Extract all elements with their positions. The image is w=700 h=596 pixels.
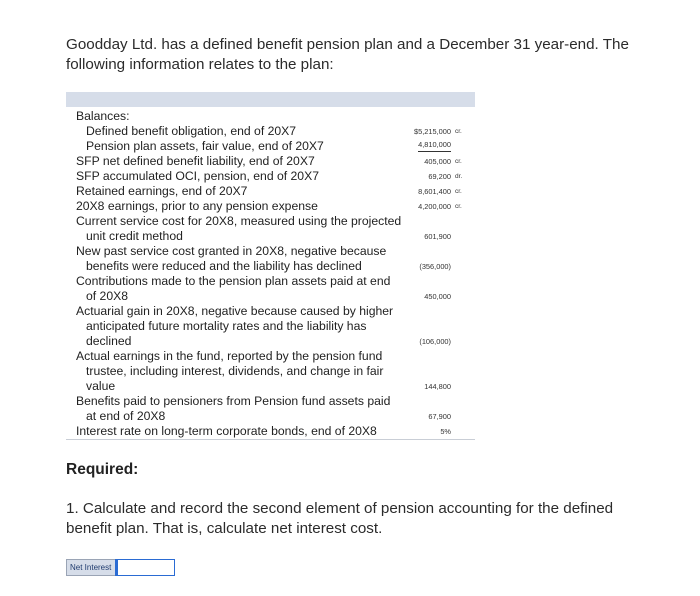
row-value [418,202,475,212]
row-dr-cr: cr. [455,158,462,165]
row-value [414,127,475,137]
row-label [66,394,406,424]
table-row [66,124,475,139]
row-label [66,244,406,274]
row-value [419,337,475,347]
row-label-line: SFP accumulated OCI, pension, end of 20X7 [76,169,319,183]
row-dr-cr: cr. [455,203,462,210]
row-amount: 144,800 [424,382,451,391]
row-label [66,199,406,214]
row-value [424,157,475,167]
row-value [418,187,475,197]
table-row [66,349,475,394]
row-value [428,412,475,422]
balances-table [66,92,475,440]
row-value [424,292,475,302]
row-label-line: at end of 20X8 [86,409,166,423]
answer-row [66,559,175,576]
row-amount: 405,000 [424,157,451,166]
table-row [66,424,475,440]
row-label [66,139,416,154]
table-row [66,199,475,214]
row-value [424,382,475,392]
row-label-line: 20X8 earnings, prior to any pension expense [76,199,318,213]
row-amount: 601,900 [424,232,451,241]
row-dr-cr: cr. [455,188,462,195]
row-amount: 4,810,000 [418,140,451,152]
table-row [66,304,475,349]
row-amount: 8,601,400 [418,187,451,196]
row-value [418,140,475,152]
table-rows [66,107,475,440]
row-amount: 5% [440,427,451,436]
row-amount: (356,000) [419,262,451,271]
row-amount: 4,200,000 [418,202,451,211]
row-label-line: value [86,379,116,393]
row-label-line: of 20X8 [86,289,129,303]
row-dr-cr: dr. [455,173,463,180]
row-label-line: Actuarial gain in 20X8, negative because caused by higher [76,304,394,318]
row-amount: 69,200 [428,172,451,181]
table-header-bar [66,92,475,107]
row-label-line: Interest rate on long-term corporate bonds, end of 20X8 [76,424,377,438]
question-text: 1. Calculate and record the second element of pension accounting for the defined benefit plan. That is, calculate net interest cost. [66,500,614,537]
row-value [440,427,475,437]
row-label-line: declined [86,334,132,348]
row-label-line: Pension plan assets, fair value, end of 20X7 [86,139,324,153]
row-label [66,169,406,184]
row-label-line: Benefits paid to pensioners from Pension fund assets paid [76,394,391,408]
row-label-line: Retained earnings, end of 20X7 [76,184,248,198]
row-value [428,172,475,182]
table-row [66,394,475,424]
row-label-line: SFP net defined benefit liability, end of 20X7 [76,154,315,168]
table-heading-row [66,109,475,124]
row-label-line: Contributions made to the pension plan assets paid at end [76,274,391,288]
row-label [66,424,406,439]
table-row [66,184,475,199]
table-row [66,274,475,304]
problem-intro: Goodday Ltd. has a defined benefit pension plan and a December 31 year-end. The following information relates to the plan: [66,36,629,73]
row-label [66,184,406,199]
row-label [66,124,414,139]
row-label-line: Defined benefit obligation, end of 20X7 [86,124,297,138]
row-label [66,214,406,244]
row-label-line: anticipated future mortality rates and the liability has [86,319,367,333]
row-value [419,262,475,272]
table-row [66,169,475,184]
row-label [66,349,406,394]
row-amount: $5,215,000 [414,127,451,136]
row-label [66,304,406,349]
net-interest-input[interactable] [115,559,175,576]
table-row [66,244,475,274]
row-label-line: Current service cost for 20X8, measured using the projected [76,214,402,228]
row-label-line: trustee, including interest, dividends, and change in fair [86,364,384,378]
row-value [424,232,475,242]
table-heading: Balances: [76,109,130,123]
row-amount: (106,000) [419,337,451,346]
row-label-line: benefits were reduced and the liability has declined [86,259,362,273]
required-heading: Required: [66,461,139,478]
row-amount: 67,900 [428,412,451,421]
row-label [66,274,406,304]
row-amount: 450,000 [424,292,451,301]
row-label [66,154,406,169]
table-row [66,214,475,244]
net-interest-label: Net Interest [66,559,115,576]
row-dr-cr: cr. [455,128,462,135]
table-row [66,139,475,154]
table-row [66,154,475,169]
row-label-line: Actual earnings in the fund, reported by the pension fund [76,349,383,363]
row-label-line: unit credit method [86,229,183,243]
row-label-line: New past service cost granted in 20X8, negative because [76,244,387,258]
